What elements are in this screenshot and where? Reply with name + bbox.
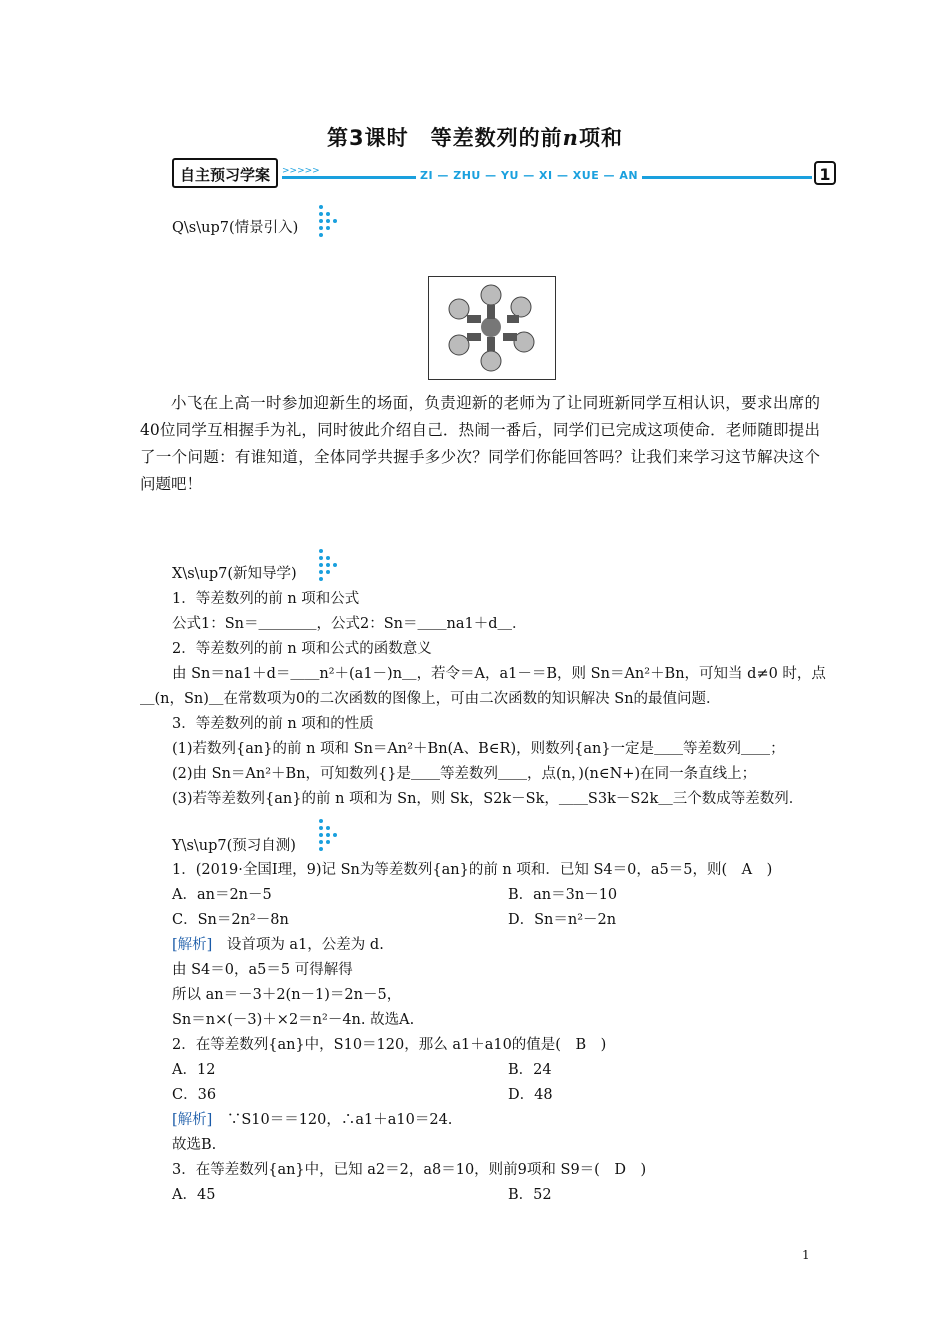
banner-arrows: >>>>>	[282, 166, 320, 176]
analysis-line: 由 S4＝0，a5＝5 可得解得	[172, 962, 353, 978]
triangle-arrow-icon	[318, 818, 340, 854]
analysis: [解析] ∵S10＝＝120，∴a1＋a10＝24.	[172, 1112, 453, 1128]
text-line: 3．等差数列的前 n 项和的性质	[172, 716, 374, 732]
handshake-photo	[428, 276, 556, 380]
analysis-label: [解析]	[172, 1112, 213, 1128]
page-title: 第3课时 等差数列的前n项和	[327, 125, 623, 150]
option-a: A．an＝2n－5	[172, 887, 272, 903]
text-line: 由 Sn＝na1＋d＝＿＿n²＋(a1－)n＿，若令＝A，a1－＝B，则 Sn＝An²＋Bn，可知当 d≠0 时，点	[172, 666, 826, 682]
banner-label: 自主预习学案	[172, 158, 278, 188]
option-b: B．an＝3n－10	[508, 887, 618, 903]
text-line: (1)若数列{an}的前 n 项和 Sn＝An²＋Bn(A、B∈R)，则数列{an}一定是＿＿等差数列＿＿；	[172, 741, 785, 757]
question-stem: 3．在等差数列{an}中，已知 a2＝2，a8＝10，则前9项和 S9＝( D )	[172, 1162, 647, 1178]
option-c: C．36	[172, 1087, 217, 1103]
section-heading-q: Q\s\up7(情景引入)	[172, 220, 299, 236]
page-number: 1	[802, 1248, 810, 1262]
text-line: (2)由 Sn＝An²＋Bn，可知数列{}是＿＿等差数列＿＿，点(n，)(n∈N+)在同一条直线上；	[172, 766, 757, 782]
analysis: [解析] 设首项为 a1，公差为 d.	[172, 937, 384, 953]
option-b: B．24	[508, 1062, 552, 1078]
analysis-line: 所以 an＝－3＋2(n－1)＝2n－5，	[172, 987, 402, 1003]
triangle-arrow-icon	[318, 548, 340, 584]
text-line: 公式1：Sn＝＿＿＿＿，公式2：Sn＝＿＿na1＋d＿．	[172, 616, 527, 632]
text-line: 2．等差数列的前 n 项和公式的函数意义	[172, 641, 432, 657]
text-line: (3)若等差数列{an}的前 n 项和为 Sn，则 Sk，S2k－Sk，＿＿S3k－S2k＿三个数成等差数列．	[172, 791, 804, 807]
analysis-label: [解析]	[172, 937, 213, 953]
option-a: A．12	[172, 1062, 216, 1078]
option-a: A．45	[172, 1187, 216, 1203]
option-d: D．48	[508, 1087, 553, 1103]
text-line: ＿(n，Sn)＿在常数项为0的二次函数的图像上，可由二次函数的知识解决 Sn的最值问题．	[140, 691, 721, 707]
triangle-arrow-icon	[318, 204, 340, 240]
text-line: 1．等差数列的前 n 项和公式	[172, 591, 360, 607]
section-banner	[172, 158, 842, 192]
intro-paragraph: 小飞在上高一时参加迎新生的场面，负责迎新的老师为了让同班新同学互相认识，要求出席的40位同学互相握手为礼，同时彼此介绍自己．热闹一番后，同学们已完成这项使命．老师随即提出了一个问题：有谁知道，全体同学共握手多少次？同学们你能回答吗？让我们来学习这节解决这个问题吧！	[140, 394, 820, 493]
section-heading-y: Y\s\up7(预习自测)	[172, 838, 296, 854]
banner-number: 1	[814, 161, 836, 185]
option-d: D．Sn＝n²－2n	[508, 912, 617, 928]
option-b: B．52	[508, 1187, 552, 1203]
analysis-line: 故选B.	[172, 1137, 217, 1153]
section-heading-x: X\s\up7(新知导学)	[172, 566, 297, 582]
option-c: C．Sn＝2n²－8n	[172, 912, 289, 928]
question-stem: 1．(2019·全国Ⅰ理，9)记 Sn为等差数列{an}的前 n 项和．已知 S4＝0，a5＝5，则( A )	[172, 862, 773, 878]
banner-pinyin: ZI — ZHU — YU — XI — XUE — AN	[416, 169, 642, 182]
question-stem: 2．在等差数列{an}中，S10＝120，那么 a1＋a10的值是( B )	[172, 1037, 607, 1053]
analysis-line: Sn＝n×(－3)＋×2＝n²－4n. 故选A.	[172, 1012, 415, 1028]
